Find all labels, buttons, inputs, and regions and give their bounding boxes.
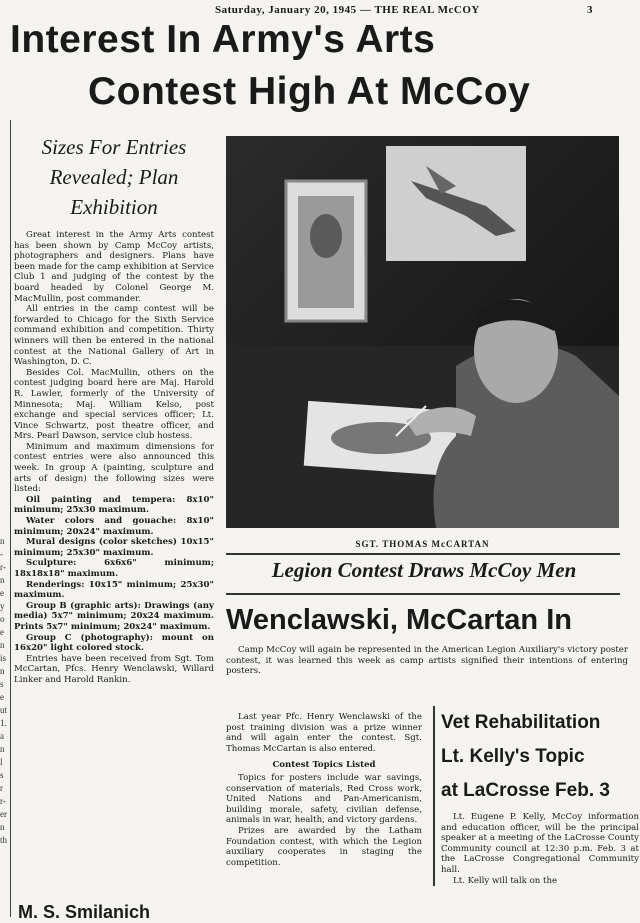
kelly-headline-line-2: Lt. Kelly's Topic: [441, 746, 585, 767]
fragment: e: [0, 588, 4, 598]
paragraph: Entries have been received from Sgt. Tom McCartan, Pfcs. Henry Wenclawski, Willard Linker and Harold Rankin.: [14, 653, 214, 685]
size-rule: Mural designs (color sketches) 10x15" minimum; 25x30" maximum.: [14, 537, 214, 558]
main-headline-line-2: Contest High At McCoy: [88, 70, 531, 113]
paragraph: Lt. Eugene P. Kelly, McCoy information and education officer, will be the principal speaker at a meeting of the LaCrosse County Community council at 12:30 p.m. Feb. 3 at the LaCrosse Congregational Community hall.: [441, 812, 639, 875]
page-number: 3: [587, 4, 593, 16]
paragraph: Last year Pfc. Henry Wenclawski of the post training division was a prize winner and will again enter the contest. Sgt. Thomas McCartan is also entered.: [226, 712, 422, 754]
column-rule: [10, 120, 11, 917]
wenclawski-article-column: [226, 712, 422, 868]
size-rule: Water colors and gouache: 8x10" minimum; 20x24" maximum.: [14, 516, 214, 537]
wenclawski-headline: Wenclawski, McCartan In: [226, 604, 572, 636]
photo-caption: SGT. THOMAS McCARTAN: [355, 539, 490, 549]
kelly-headline-line-3: at LaCrosse Feb. 3: [441, 780, 610, 801]
fragment: o: [0, 614, 5, 624]
photo-illustration: [226, 136, 619, 528]
paragraph: Lt. Kelly will talk on the: [453, 875, 558, 886]
photograph: [226, 136, 619, 528]
fragment: n: [0, 575, 5, 585]
paragraph: Besides Col. MacMullin, others on the contest judging board here are Maj. Harold R. Lawler, formerly of the University of Minnesota; Maj. William Kelso, post exchange and special services officer; Lt. Vince Schwartz, post theatre officer, and Mrs. Pearl Dawson, service club hostess.: [14, 367, 214, 442]
fragment: er: [0, 809, 7, 819]
bottom-headline: M. S. Smilanich: [18, 902, 151, 922]
size-rule: Oil painting and tempera: 8x10" minimum; 25x30 maximum.: [14, 494, 214, 516]
folio-text: Saturday, January 20, 1945 — THE REAL McCOY: [215, 4, 480, 16]
kelly-body: [441, 812, 639, 886]
paragraph: All entries in the camp contest will be forwarded to Chicago for the Sixth Service command exhibition and competition. Thirty winners will then be entered in the national contest at the National Gallery of Art in Washington, D. C.: [14, 304, 214, 368]
fragment: ut: [0, 705, 8, 715]
fragment: -: [0, 549, 3, 559]
size-rule: Group B (graphic arts): Drawings (any media) 5x7" minimum; 20x24 maximum. Prints 5x7" minimum; 20x24" maximum.: [14, 600, 214, 632]
fragment: n: [0, 822, 5, 832]
paragraph: Minimum and maximum dimensions for contest entries were also announced this week. In group A (painting, sculpture and arts of design) the following sizes were listed:: [14, 441, 214, 495]
fragment: th: [0, 835, 8, 845]
fragment: r: [0, 783, 3, 793]
article-body: [14, 230, 214, 686]
kelly-headline-line-1: Vet Rehabilitation: [441, 712, 601, 733]
wenclawski-lead: [226, 645, 628, 677]
fragment: y: [0, 601, 5, 611]
fragment: e: [0, 627, 4, 637]
left-margin-fragments: [0, 535, 8, 915]
arts-contest-article: [14, 128, 214, 686]
paragraph: Prizes are awarded by the Latham Foundation contest, with which the Legion auxiliary cooperates in staging the competition.: [226, 825, 422, 868]
fragment: 1.: [0, 718, 7, 728]
fragment: l: [0, 757, 3, 767]
fragment: n: [0, 536, 5, 546]
legion-kicker: Legion Contest Draws McCoy Men: [271, 558, 577, 582]
main-headline-line-1: Interest In Army's Arts: [10, 18, 436, 61]
size-rule: Sculpture: 6x6x6" minimum; 18x18x18" maximum.: [14, 558, 214, 579]
paragraph: Topics for posters include war savings, conservation of materials, Red Cross work, United Nations and Pan-Americanism, building morale, safety, civilian defense, animals in war, health, and victory gardens.: [226, 772, 422, 826]
fragment: e: [0, 692, 4, 702]
fragment: s: [0, 679, 4, 689]
page-folio: [215, 4, 593, 16]
fragment: is: [0, 653, 7, 663]
kelly-article: [433, 706, 639, 886]
divider: [226, 553, 620, 555]
fragment: n: [0, 640, 5, 650]
fragment: n: [0, 666, 5, 676]
fragment: s: [0, 770, 4, 780]
article-subhead: Sizes For Entries Revealed; Plan Exhibition: [41, 135, 187, 219]
fragment: r-: [0, 796, 6, 806]
contest-topics-subhead: Contest Topics Listed: [272, 760, 376, 771]
paragraph: Camp McCoy will again be represented in the American Legion Auxiliary's victory poster contest, it was learned this week as camp artists signified their intentions of entering posters.: [226, 645, 628, 677]
fragment: n: [0, 744, 5, 754]
size-rule: Group C (photography): mount on 16x20" light colored stock.: [14, 632, 214, 654]
paragraph: Great interest in the Army Arts contest has been shown by Camp McCoy artists, photographers and designers. Plans have been made for the camp exhibition at Service Club 1 and judging of the contest by the board headed by Colonel George M. MacMullin, post commander.: [14, 230, 214, 304]
size-rule: Renderings: 10x15" minimum; 25x30" maximum.: [14, 579, 214, 601]
fragment: a: [0, 731, 4, 741]
fragment: r-: [0, 562, 6, 572]
divider: [226, 593, 620, 595]
